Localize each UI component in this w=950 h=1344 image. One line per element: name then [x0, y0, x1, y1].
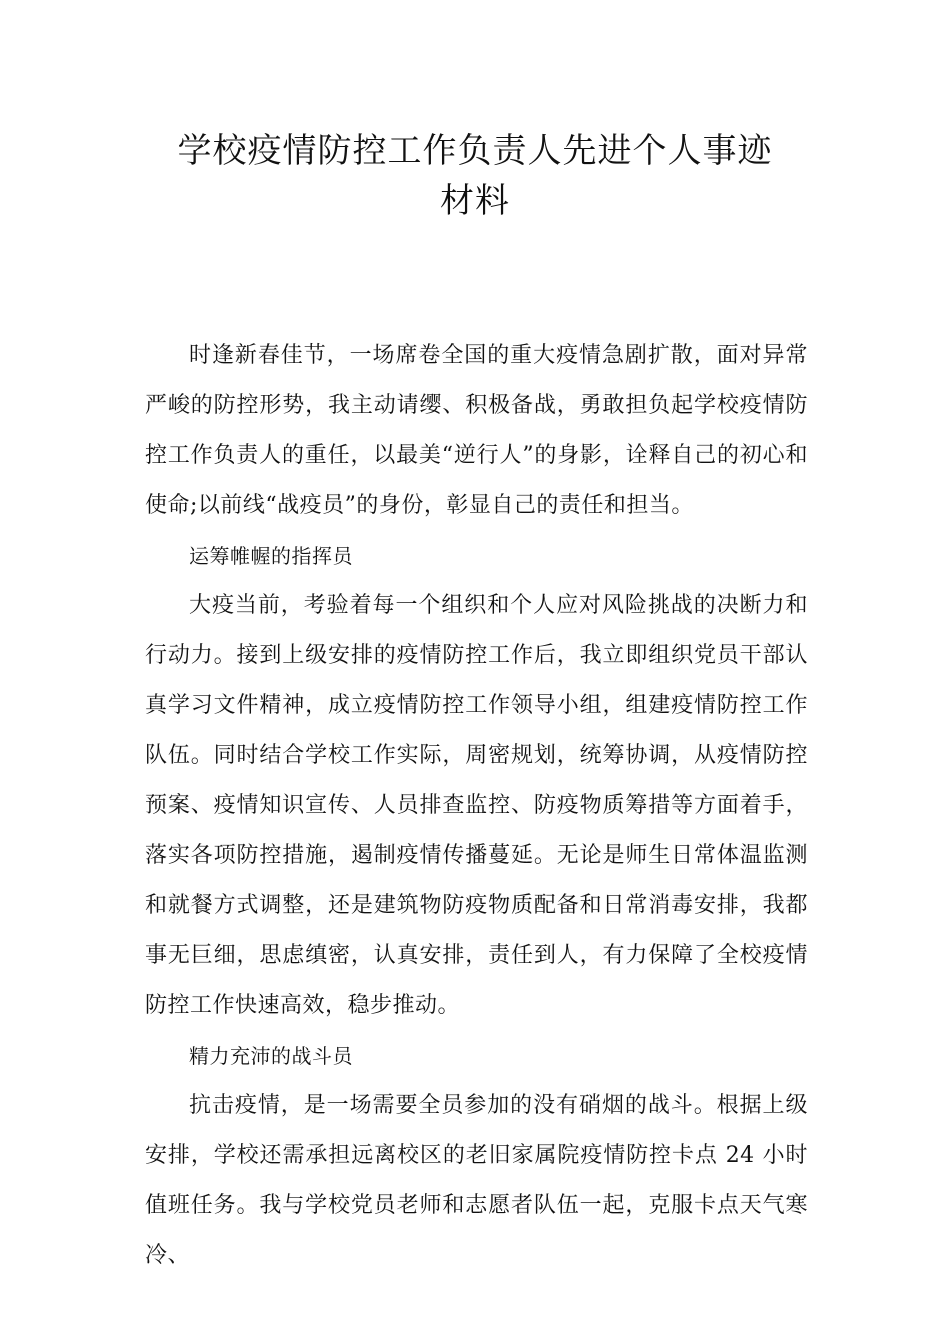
paragraph-fighter: 抗击疫情，是一场需要全员参加的没有硝烟的战斗。根据上级安排，学校还需承担远离校区的老旧家属院疫情防控卡点 24 小时值班任务。我与学校党员老师和志愿者队伍一起，克服卡点天气寒冷、 [145, 1093, 808, 1268]
section-heading-fighter: 精力充沛的战斗员 [189, 1044, 353, 1068]
paragraph-intro: 时逢新春佳节，一场席卷全国的重大疫情急剧扩散，面对异常严峻的防控形势，我主动请缨、积极备战，勇敢担负起学校疫情防控工作负责人的重任，以最美“逆行人”的身影，诠释自己的初心和使命;以前线“战疫员”的身份，彰显自己的责任和担当。 [145, 343, 808, 518]
section-heading-commander: 运筹帷幄的指挥员 [189, 544, 353, 568]
title-line-1: 学校疫情防控工作负责人先进个人事迹 [177, 131, 773, 171]
document-title [120, 126, 830, 226]
document-body [145, 331, 808, 1281]
title-line-2: 材料 [440, 181, 510, 221]
paragraph-commander: 大疫当前，考验着每一个组织和个人应对风险挑战的决断力和行动力。接到上级安排的疫情防控工作后，我立即组织党员干部认真学习文件精神，成立疫情防控工作领导小组，组建疫情防控工作队伍。同时结合学校工作实际，周密规划，统筹协调，从疫情防控预案、疫情知识宣传、人员排查监控、防疫物质筹措等方面着手，落实各项防控措施，遏制疫情传播蔓延。无论是师生日常体温监测和就餐方式调整，还是建筑物防疫物质配备和日常消毒安排，我都事无巨细，思虑缜密，认真安排，责任到人，有力保障了全校疫情防控工作快速高效，稳步推动。 [145, 593, 808, 1018]
